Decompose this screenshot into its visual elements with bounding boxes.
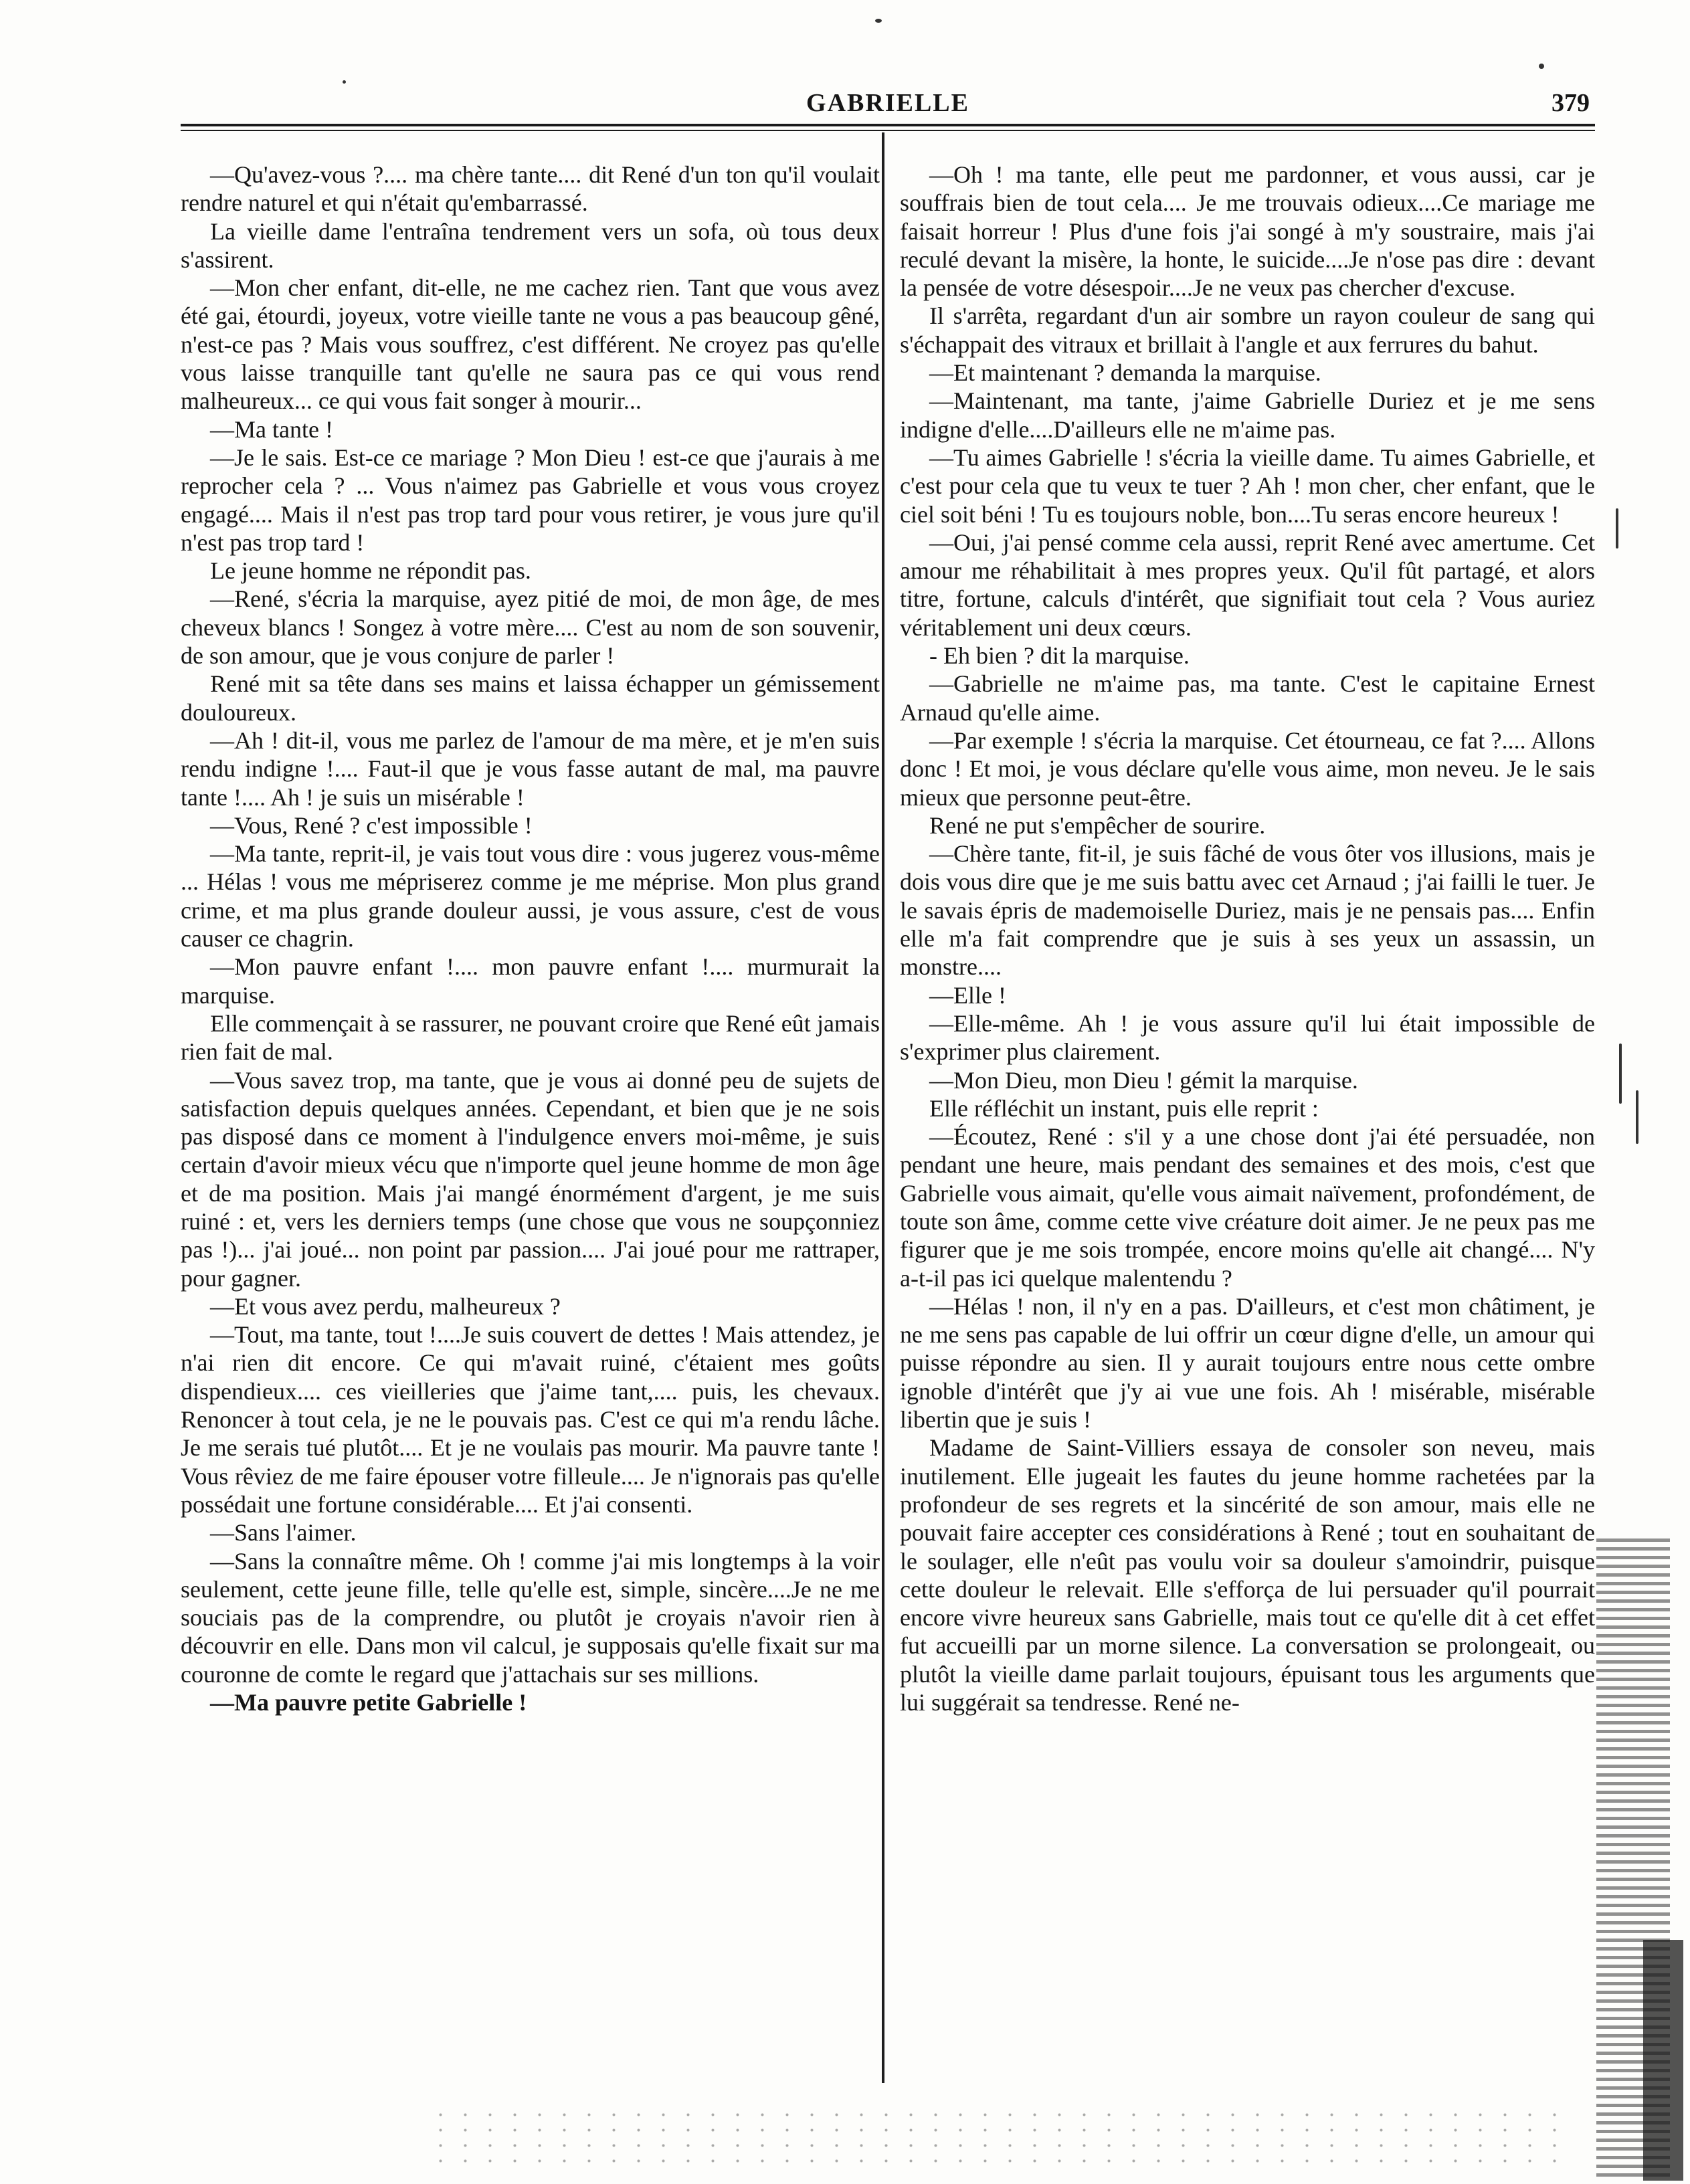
- paragraph: —Ma pauvre petite Gabrielle !: [210, 1689, 527, 1716]
- paragraph: —Ma tante !: [210, 415, 333, 443]
- paragraph: —Vous, René ? c'est impossible !: [210, 811, 533, 839]
- paragraph: - Eh bien ? dit la marquise.: [929, 642, 1190, 670]
- print-speck: [875, 19, 882, 23]
- paragraph: —Maintenant, ma tante, j'aime Gabrielle Duriez et je me sens indigne d'elle....D'ailleurs elle ne m'aime pas.: [900, 387, 1595, 443]
- paragraph: Il s'arrêta, regardant d'un air sombre un rayon couleur de sang qui s'échappait des vitraux et brillait à l'angle et aux ferrures du bahut.: [900, 302, 1595, 358]
- paragraph: René mit sa tête dans ses mains et laissa échapper un gémissement douloureux.: [181, 670, 880, 726]
- paragraph: —Tu aimes Gabrielle ! s'écria la vieille dame. Tu aimes Gabrielle, et c'est pour cela que tu veux te tuer ? Ah ! mon cher, cher enfant, que le ciel soit béni ! Tu es toujours noble, bon....Tu seras encore heureux !: [900, 443, 1595, 528]
- scan-noise: [1643, 1940, 1683, 2181]
- paragraph: —Écoutez, René : s'il y a une chose dont j'ai été persuadée, non pendant une heure, mais pendant des semaines et des mois, c'est que Gabrielle vous aimait, qu'elle vous aimait naïvement, profondément, de toute son âme, comme cette vive créature doit aimer. Je ne peux pas me figurer que je me sois trompée, encore moins qu'elle ait changé.... N'y a-t-il pas ici quelque malentendu ?: [900, 1123, 1595, 1292]
- print-speck: [1616, 508, 1618, 549]
- running-title: GABRIELLE: [806, 89, 969, 117]
- paragraph: La vieille dame l'entraîna tendrement vers un sofa, où tous deux s'assirent.: [181, 217, 880, 273]
- header-rule-thick: [181, 124, 1595, 126]
- paragraph: —Ma tante, reprit-il, je vais tout vous dire : vous jugerez vous-même ... Hélas ! vous me mépriserez comme je me méprise. Mon plus grand crime, et ma plus grande douleur aussi, je vous assure, c'est de vous causer ce chagrin.: [181, 840, 880, 953]
- paragraph: —Sans l'aimer.: [210, 1519, 357, 1547]
- paragraph: —Et maintenant ? demanda la marquise.: [929, 359, 1321, 387]
- paragraph: Elle réfléchit un instant, puis elle reprit :: [929, 1094, 1319, 1122]
- paragraph: —René, s'écria la marquise, ayez pitié de moi, de mon âge, de mes cheveux blancs ! Songez à votre mère.... C'est au nom de son souvenir, de son amour, que je vous conjure de parler !: [181, 585, 880, 670]
- print-speck: [1636, 1090, 1638, 1144]
- paragraph: —Mon Dieu, mon Dieu ! gémit la marquise.: [929, 1066, 1358, 1094]
- paragraph: —Qu'avez-vous ?.... ma chère tante.... dit René d'un ton qu'il voulait rendre naturel et qui n'était qu'embarrassé.: [181, 161, 880, 217]
- paragraph: Madame de Saint-Villiers essaya de consoler son neveu, mais inutilement. Elle jugeait les fautes du jeune homme rachetées par la profondeur de ses regrets et la sincérité de son amour, mais elle ne pouvait faire accepter ces considérations à René ; tout en souhaitant de le soulager, elle n'eût pas voulu voir sa douleur s'amoindrir, puisque cette douleur le relevait. Elle s'efforça de lui persuader qu'il pourrait encore vivre heureux sans Gabrielle, mais tout ce qu'elle dit à cet effet fut accueilli par un morne silence. La conversation se prolongeait, ou plutôt la vieille dame parlait toujours, épuisant tous les arguments que lui suggérait sa tendresse. René ne-: [900, 1434, 1595, 1716]
- scan-noise: [428, 2107, 1566, 2167]
- paragraph: Elle commençait à se rassurer, ne pouvant croire que René eût jamais rien fait de mal.: [181, 1009, 880, 1066]
- paragraph: —Vous savez trop, ma tante, que je vous ai donné peu de sujets de satisfaction depuis quelques années. Cependant, et bien que je ne sois pas disposé dans ce moment à l'indulgence envers moi-même, je suis certain d'avoir mieux vécu que n'importe quel jeune homme de mon âge et de ma position. Mais j'ai mangé énormément d'argent, je me suis ruiné : et, vers les derniers temps (une chose que vous ne soupçonniez pas !)... j'ai joué... non point par passion.... J'ai joué pour me rattraper, pour gagner.: [181, 1066, 880, 1292]
- paragraph: —Mon cher enfant, dit-elle, ne me cachez rien. Tant que vous avez été gai, étourdi, joyeux, votre vieille tante ne vous a pas beaucoup gêné, n'est-ce pas ? Mais vous souffrez, c'est différent. Ne croyez pas qu'elle vous laisse tranquille tant qu'elle ne saura pas ce qui vous rend malheureux... ce qui vous fait songer à mourir...: [181, 274, 880, 415]
- paragraph: —Sans la connaître même. Oh ! comme j'ai mis longtemps à la voir seulement, cette jeune fille, telle qu'elle est, simple, sincère....Je ne me souciais pas de la comprendre, ou plutôt je croyais n'avoir rien à découvrir en elle. Dans mon vil calcul, je supposais qu'elle fixait sur ma couronne de comte le regard que j'attachais sur ses millions.: [181, 1547, 880, 1688]
- print-speck: [343, 80, 346, 84]
- paragraph: —Par exemple ! s'écria la marquise. Cet étourneau, ce fat ?.... Allons donc ! Et moi, je vous déclare qu'elle vous aime, mon neveu. Je le sais mieux que personne peut-être.: [900, 726, 1595, 811]
- column-divider: [882, 132, 884, 2083]
- page-number: 379: [1552, 89, 1590, 117]
- paragraph: René ne put s'empêcher de sourire.: [929, 811, 1266, 839]
- paragraph: —Chère tante, fit-il, je suis fâché de vous ôter vos illusions, mais je dois vous dire que je me suis battu avec cet Arnaud ; j'ai failli le tuer. Je le savais épris de mademoiselle Duriez, mais je ne pensais pas.... Enfin elle m'a fait comprendre que je suis à ses yeux un assassin, un monstre....: [900, 840, 1595, 981]
- paragraph: —Oui, j'ai pensé comme cela aussi, reprit René avec amertume. Cet amour me réhabilitait à mes propres yeux. Qu'il fût partagé, et alors titre, fortune, calculs d'intérêt, que signifiait tout cela ? Vous auriez véritablement uni deux cœurs.: [900, 528, 1595, 641]
- paragraph: Le jeune homme ne répondit pas.: [210, 557, 531, 585]
- header-rule-thin: [181, 130, 1595, 131]
- print-speck: [1619, 1044, 1622, 1104]
- paragraph: —Oh ! ma tante, elle peut me pardonner, et vous aussi, car je souffrais bien de tout cela.... Je me trouvais odieux....Ce mariage me faisait horreur ! Plus d'une fois j'ai songé à m'y soustraire, mais j'ai reculé devant la misère, la honte, le suicide....Je n'ose pas dire : devant la pensée de votre désespoir....Je ne veux pas chercher d'excuse.: [900, 161, 1595, 302]
- paragraph: —Elle !: [929, 981, 1006, 1009]
- paragraph: —Mon pauvre enfant !.... mon pauvre enfant !.... murmurait la marquise.: [181, 953, 880, 1009]
- paragraph: —Et vous avez perdu, malheureux ?: [210, 1292, 561, 1320]
- paragraph: —Gabrielle ne m'aime pas, ma tante. C'est le capitaine Ernest Arnaud qu'elle aime.: [900, 670, 1595, 726]
- paragraph: —Tout, ma tante, tout !....Je suis couvert de dettes ! Mais attendez, je n'ai rien dit encore. Ce qui m'avait ruiné, c'étaient mes goûts dispendieux.... ces vieilleries que j'aime tant,.... puis, les chevaux. Renoncer à tout cela, je ne le pouvais pas. C'est ce qui m'a rendu lâche. Je me serais tué plutôt.... Et je ne voulais pas mourir. Ma pauvre tante ! Vous rêviez de me faire épouser votre filleule.... Je n'ignorais pas qu'elle possédait une fortune considérable.... Et j'ai consenti.: [181, 1321, 880, 1518]
- paragraph: —Elle-même. Ah ! je vous assure qu'il lui était impossible de s'exprimer plus clairement.: [900, 1009, 1595, 1066]
- paragraph: —Ah ! dit-il, vous me parlez de l'amour de ma mère, et je m'en suis rendu indigne !.... Faut-il que je vous fasse autant de mal, ma pauvre tante !.... Ah ! je suis un misérable !: [181, 726, 880, 811]
- paragraph: —Je le sais. Est-ce ce mariage ? Mon Dieu ! est-ce que j'aurais à me reprocher cela ? ... Vous n'aimez pas Gabrielle et vous vous croyez engagé.... Mais il n'est pas trop tard pour vous retirer, je vous jure qu'il n'est pas trop tard !: [181, 443, 880, 556]
- right-column: [900, 161, 1595, 2074]
- print-speck: [1539, 64, 1544, 69]
- left-column: [181, 161, 880, 2074]
- paragraph: —Hélas ! non, il n'y en a pas. D'ailleurs, et c'est mon châtiment, je ne me sens pas capable de lui offrir un cœur digne d'elle, un amour qui puisse répondre au sien. Il y aurait toujours entre nous cette ombre ignoble d'intérêt que j'y ai vue une fois. Ah ! misérable, misérable libertin que je suis !: [900, 1292, 1595, 1433]
